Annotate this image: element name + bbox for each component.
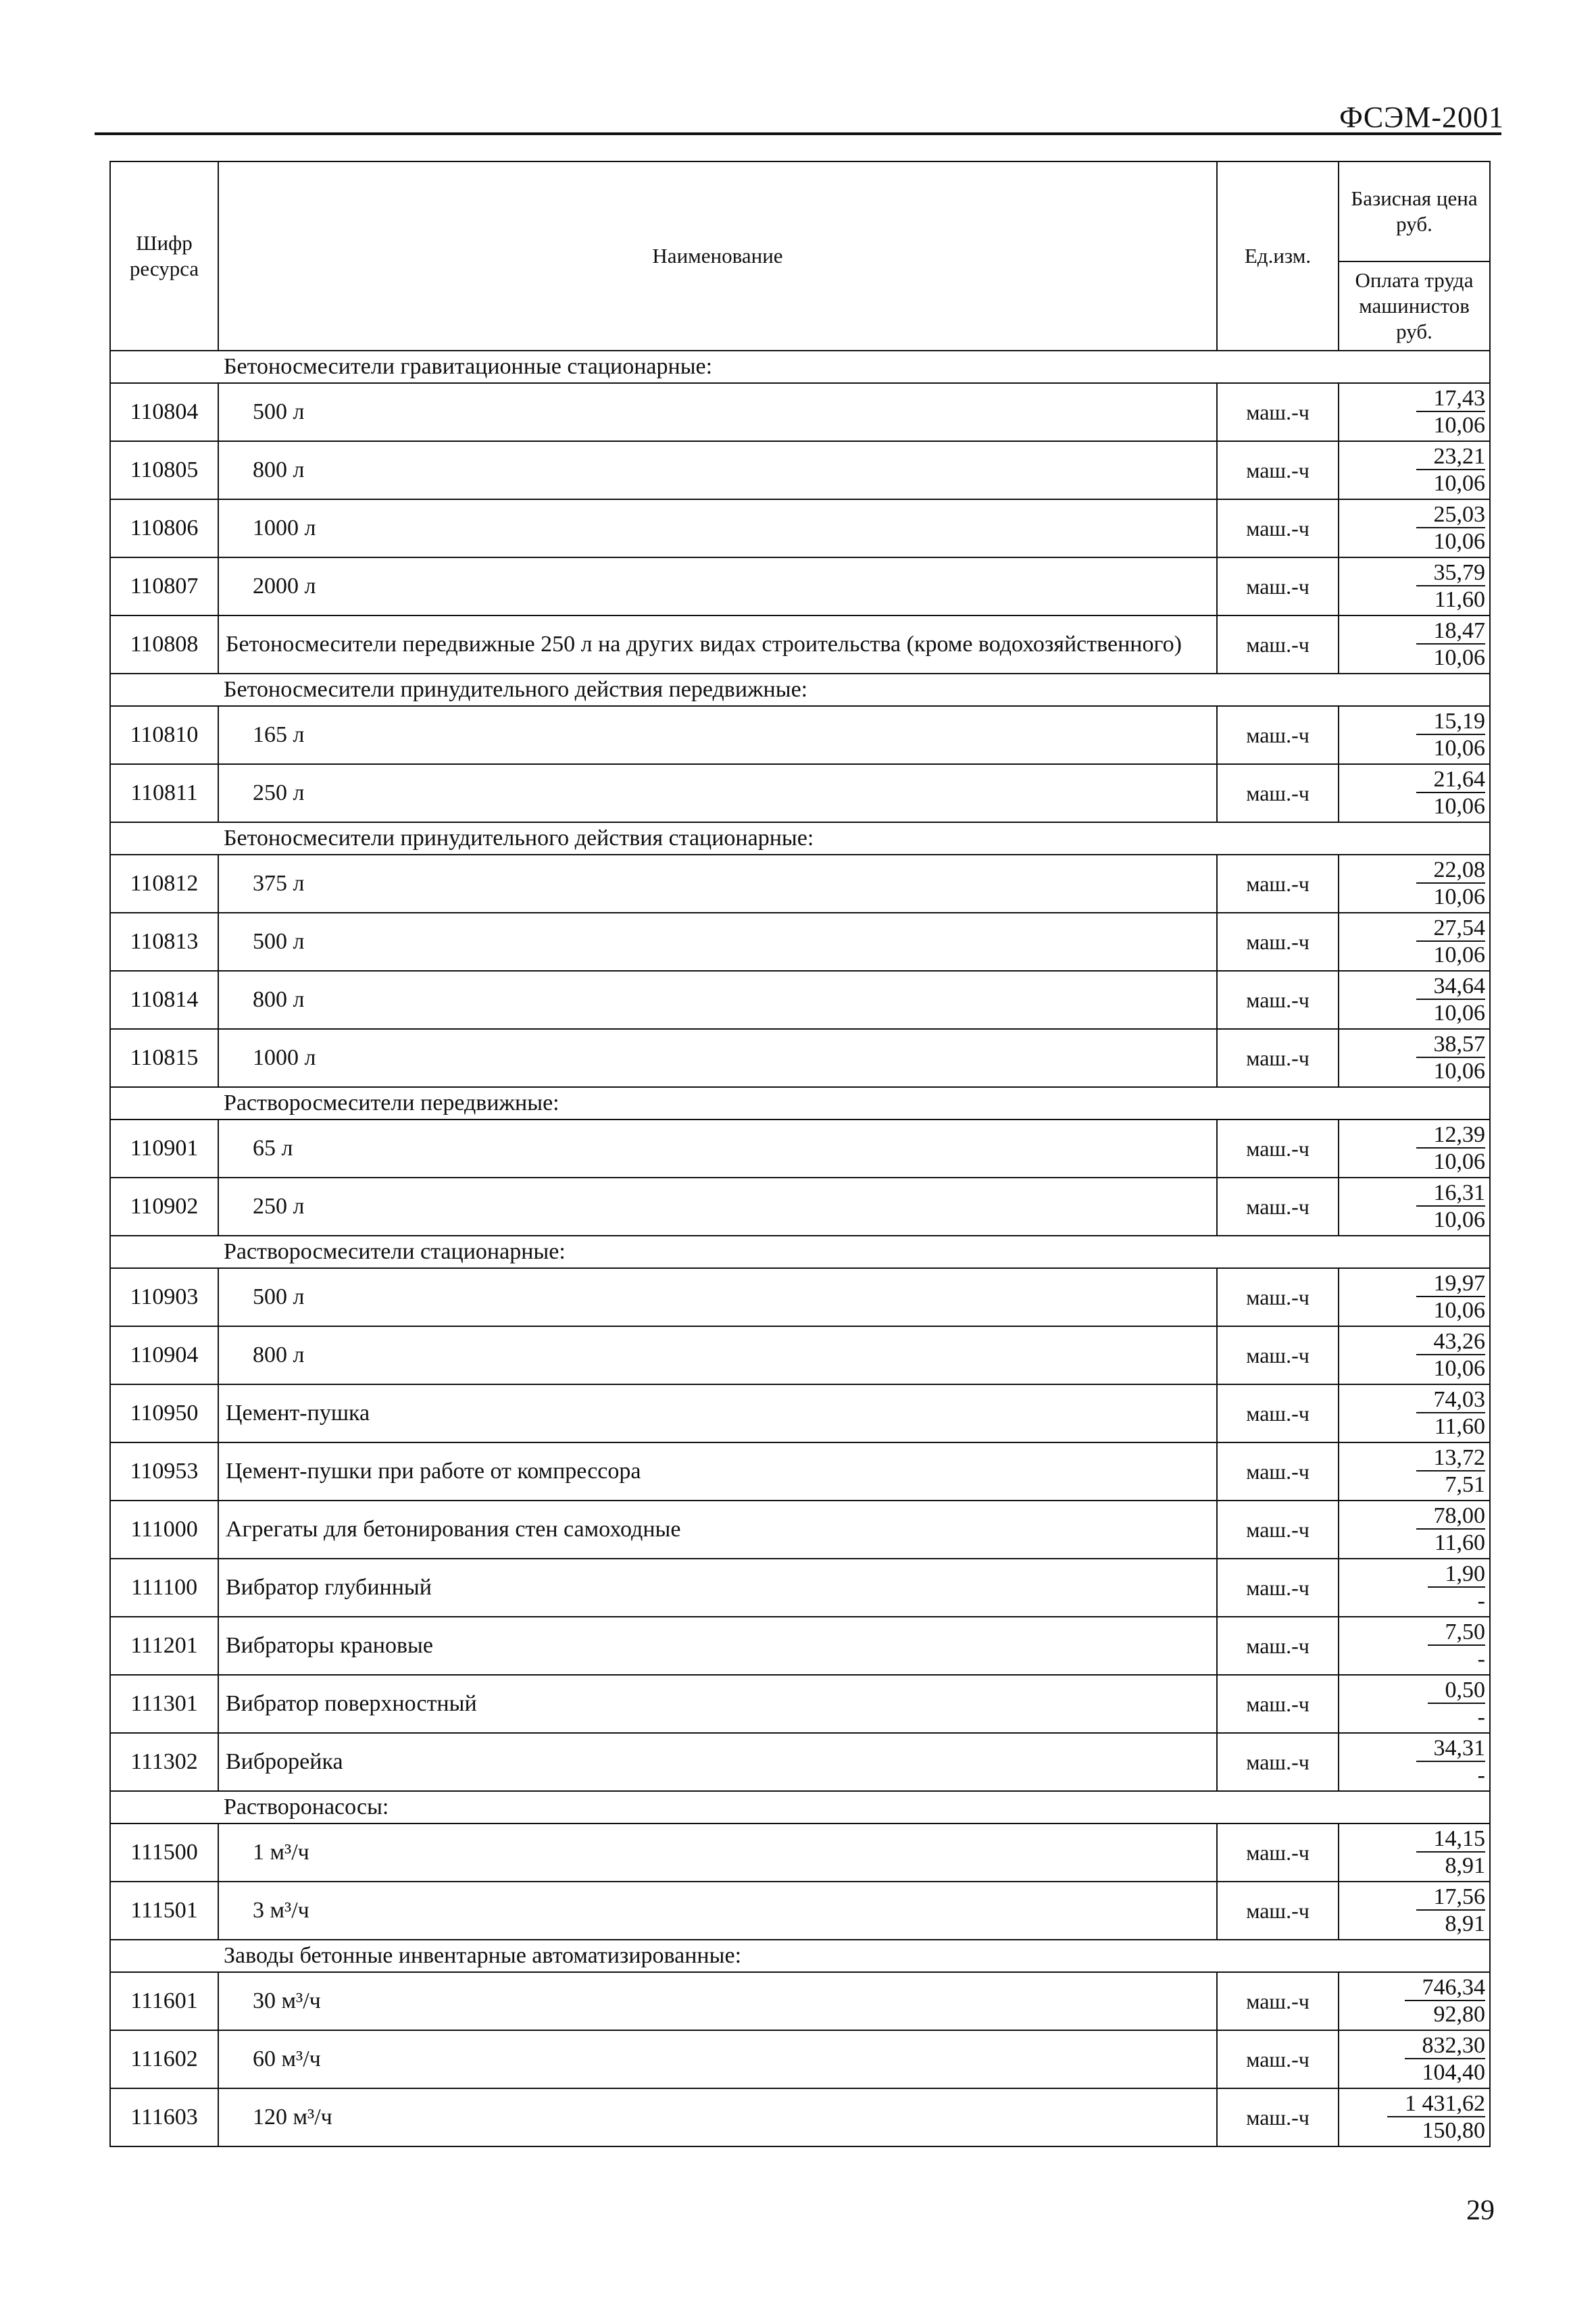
base-price-wrap [1339, 1503, 1485, 1530]
base-price: 1 431,62 [1387, 2091, 1485, 2117]
base-price-wrap [1339, 1031, 1485, 1058]
base-price: 23,21 [1416, 444, 1486, 470]
column-header-unit: Ед.изм. [1217, 161, 1339, 351]
price-cell [1339, 383, 1490, 441]
group-heading-row [110, 1791, 1490, 1823]
price-cell [1339, 1442, 1490, 1501]
resource-code: 111302 [110, 1733, 218, 1791]
resource-code: 111501 [110, 1882, 218, 1940]
base-price-wrap [1339, 857, 1485, 884]
resource-name: Цемент-пушки при работе от компрессора [218, 1442, 1217, 1501]
table-header [110, 161, 1490, 351]
resource-name: 120 м³/ч [218, 2088, 1217, 2146]
base-price-wrap [1339, 915, 1485, 942]
page-number: 29 [1466, 2195, 1495, 2226]
unit-of-measure: маш.-ч [1217, 971, 1339, 1029]
group-code-cell [110, 1087, 218, 1120]
table-row [110, 1501, 1490, 1559]
base-price-wrap [1339, 443, 1485, 470]
operator-labor-cost: - [1477, 1705, 1485, 1730]
document-code: ФСЭМ-2001 [1339, 101, 1504, 134]
operator-labor-cost: - [1477, 1646, 1485, 1671]
resource-code: 110903 [110, 1268, 218, 1326]
base-price: 832,30 [1405, 2033, 1486, 2059]
operator-labor-cost: 10,06 [1433, 884, 1485, 909]
operator-labor-cost: 10,06 [1433, 413, 1485, 438]
unit-of-measure: маш.-ч [1217, 1029, 1339, 1087]
operator-labor-cost: - [1477, 1588, 1485, 1613]
base-price: 17,43 [1416, 386, 1486, 412]
group-heading-row [110, 674, 1490, 706]
unit-of-measure: маш.-ч [1217, 383, 1339, 441]
base-price: 25,03 [1416, 502, 1486, 528]
group-heading-row [110, 822, 1490, 855]
resource-name: 800 л [218, 441, 1217, 499]
unit-of-measure: маш.-ч [1217, 1178, 1339, 1236]
resource-name: Виброрейка [218, 1733, 1217, 1791]
operator-labor-cost: 10,06 [1433, 1356, 1485, 1381]
base-price: 74,03 [1416, 1387, 1486, 1413]
table-row [110, 1178, 1490, 1236]
resource-name: Вибратор поверхностный [218, 1675, 1217, 1733]
table-row [110, 855, 1490, 913]
group-code-cell [110, 1791, 218, 1823]
base-price-wrap [1339, 973, 1485, 1000]
resource-code: 110815 [110, 1029, 218, 1087]
operator-labor-cost: 10,06 [1433, 1298, 1485, 1323]
unit-of-measure: маш.-ч [1217, 2088, 1339, 2146]
base-price-wrap [1339, 708, 1485, 735]
price-cell [1339, 1675, 1490, 1733]
unit-of-measure: маш.-ч [1217, 2030, 1339, 2088]
resource-code: 110806 [110, 499, 218, 557]
price-cell [1339, 2030, 1490, 2088]
unit-of-measure: маш.-ч [1217, 1823, 1339, 1882]
resource-code: 110813 [110, 913, 218, 971]
operator-labor-cost: 10,06 [1433, 1001, 1485, 1026]
resource-name: 500 л [218, 383, 1217, 441]
unit-of-measure: маш.-ч [1217, 1559, 1339, 1617]
base-price: 21,64 [1416, 767, 1486, 793]
table-row [110, 1442, 1490, 1501]
unit-of-measure: маш.-ч [1217, 1442, 1339, 1501]
resource-name: 250 л [218, 764, 1217, 822]
price-cell [1339, 1559, 1490, 1617]
operator-labor-cost: 10,06 [1433, 471, 1485, 496]
table-row [110, 1326, 1490, 1384]
price-cell [1339, 1972, 1490, 2030]
base-price: 7,50 [1428, 1619, 1486, 1646]
resource-name: Цемент-пушка [218, 1384, 1217, 1442]
unit-of-measure: маш.-ч [1217, 1268, 1339, 1326]
table-body [110, 351, 1490, 2146]
resource-name: 2000 л [218, 557, 1217, 615]
price-cell [1339, 441, 1490, 499]
operator-labor-cost: 10,06 [1433, 1207, 1485, 1232]
operator-labor-cost: 11,60 [1434, 1414, 1485, 1439]
base-price: 34,31 [1416, 1736, 1486, 1762]
price-cell [1339, 1384, 1490, 1442]
resource-code: 110904 [110, 1326, 218, 1384]
group-heading-row [110, 1940, 1490, 1972]
operator-labor-cost: 10,06 [1433, 942, 1485, 967]
unit-of-measure: маш.-ч [1217, 1384, 1339, 1442]
unit-of-measure: маш.-ч [1217, 706, 1339, 764]
price-cell [1339, 913, 1490, 971]
resource-name: 1 м³/ч [218, 1823, 1217, 1882]
unit-of-measure: маш.-ч [1217, 557, 1339, 615]
base-price: 746,34 [1405, 1975, 1486, 2001]
group-code-cell [110, 1236, 218, 1268]
base-price-wrap [1339, 766, 1485, 793]
resource-name: 60 м³/ч [218, 2030, 1217, 2088]
unit-of-measure: маш.-ч [1217, 441, 1339, 499]
operator-labor-cost: 10,06 [1433, 1059, 1485, 1084]
resource-name: 165 л [218, 706, 1217, 764]
operator-labor-cost: 7,51 [1445, 1472, 1485, 1497]
resource-code: 111100 [110, 1559, 218, 1617]
resource-name: 30 м³/ч [218, 1972, 1217, 2030]
price-cell [1339, 1882, 1490, 1940]
operator-labor-cost: - [1477, 1763, 1485, 1788]
resource-code: 110807 [110, 557, 218, 615]
table-row [110, 706, 1490, 764]
operator-labor-cost: 10,06 [1433, 645, 1485, 670]
operator-labor-cost: 10,06 [1433, 1149, 1485, 1174]
resource-name: 1000 л [218, 1029, 1217, 1087]
resource-code: 110808 [110, 615, 218, 674]
group-heading: Растворосмесители стационарные: [218, 1236, 1490, 1268]
resource-code: 110810 [110, 706, 218, 764]
base-price: 14,15 [1416, 1826, 1486, 1853]
resource-code: 110812 [110, 855, 218, 913]
base-price-wrap [1339, 1974, 1485, 2001]
group-code-cell [110, 351, 218, 383]
group-heading-row [110, 351, 1490, 383]
base-price-wrap [1339, 1270, 1485, 1297]
group-heading: Растворосмесители передвижные: [218, 1087, 1490, 1120]
operator-labor-cost: 150,80 [1422, 2118, 1485, 2143]
operator-labor-cost: 10,06 [1433, 736, 1485, 761]
group-heading: Бетоносмесители принудительного действия передвижные: [218, 674, 1490, 706]
group-heading-row [110, 1087, 1490, 1120]
base-price: 78,00 [1416, 1503, 1486, 1530]
base-price: 34,64 [1416, 974, 1486, 1000]
resource-name: Вибратор глубинный [218, 1559, 1217, 1617]
column-header-code: Шифр ресурса [110, 161, 218, 351]
price-cell [1339, 1733, 1490, 1791]
base-price-wrap [1339, 1884, 1485, 1911]
price-cell [1339, 855, 1490, 913]
base-price-wrap [1339, 1619, 1485, 1646]
price-cell [1339, 1268, 1490, 1326]
column-header-base-price: Базисная цена руб. [1339, 161, 1490, 261]
base-price: 22,08 [1416, 857, 1486, 884]
resource-code: 111201 [110, 1617, 218, 1675]
resource-name: 800 л [218, 971, 1217, 1029]
table-row [110, 2030, 1490, 2088]
group-heading: Заводы бетонные инвентарные автоматизированные: [218, 1940, 1490, 1972]
column-header-labor-cost: Оплата труда машинистов руб. [1339, 261, 1490, 351]
base-price-wrap [1339, 501, 1485, 528]
unit-of-measure: маш.-ч [1217, 855, 1339, 913]
table-row [110, 1559, 1490, 1617]
column-header-name: Наименование [218, 161, 1217, 351]
table-row [110, 1733, 1490, 1791]
base-price-wrap [1339, 385, 1485, 412]
operator-labor-cost: 8,91 [1445, 1911, 1485, 1936]
unit-of-measure: маш.-ч [1217, 1120, 1339, 1178]
resource-name: 375 л [218, 855, 1217, 913]
resource-name: Вибраторы крановые [218, 1617, 1217, 1675]
base-price: 27,54 [1416, 915, 1486, 942]
table-row [110, 499, 1490, 557]
base-price: 18,47 [1416, 618, 1486, 645]
table-row [110, 1268, 1490, 1326]
base-price-wrap [1339, 2032, 1485, 2059]
unit-of-measure: маш.-ч [1217, 1617, 1339, 1675]
operator-labor-cost: 10,06 [1433, 529, 1485, 554]
base-price-wrap [1339, 1386, 1485, 1413]
unit-of-measure: маш.-ч [1217, 764, 1339, 822]
base-price: 17,56 [1416, 1884, 1486, 1911]
operator-labor-cost: 8,91 [1445, 1853, 1485, 1878]
price-cell [1339, 971, 1490, 1029]
base-price: 12,39 [1416, 1122, 1486, 1149]
group-heading-row [110, 1236, 1490, 1268]
price-cell [1339, 1823, 1490, 1882]
base-price-wrap [1339, 1735, 1485, 1762]
price-cell [1339, 615, 1490, 674]
group-heading: Растворонасосы: [218, 1791, 1490, 1823]
resource-name: 3 м³/ч [218, 1882, 1217, 1940]
resource-code: 110805 [110, 441, 218, 499]
base-price-wrap [1339, 1328, 1485, 1355]
resource-name: 500 л [218, 913, 1217, 971]
unit-of-measure: маш.-ч [1217, 1501, 1339, 1559]
price-cell [1339, 1617, 1490, 1675]
price-cell [1339, 1501, 1490, 1559]
price-cell [1339, 1120, 1490, 1178]
price-cell [1339, 499, 1490, 557]
resource-code: 111000 [110, 1501, 218, 1559]
resource-code: 110901 [110, 1120, 218, 1178]
base-price: 1,90 [1428, 1561, 1486, 1588]
resource-code: 110953 [110, 1442, 218, 1501]
base-price: 16,31 [1416, 1180, 1486, 1207]
resource-code: 110814 [110, 971, 218, 1029]
resource-name: 250 л [218, 1178, 1217, 1236]
resource-name: Бетоносмесители передвижные 250 л на других видах строительства (кроме водохозяйственного) [218, 615, 1217, 674]
resource-code: 110950 [110, 1384, 218, 1442]
price-cell [1339, 1326, 1490, 1384]
resource-code: 110811 [110, 764, 218, 822]
table-row [110, 764, 1490, 822]
group-code-cell [110, 674, 218, 706]
base-price-wrap [1339, 1677, 1485, 1704]
base-price-wrap [1339, 1561, 1485, 1588]
operator-labor-cost: 11,60 [1434, 1530, 1485, 1555]
base-price-wrap [1339, 1180, 1485, 1207]
resource-code: 111500 [110, 1823, 218, 1882]
group-heading: Бетоносмесители гравитационные стационарные: [218, 351, 1490, 383]
base-price: 0,50 [1428, 1678, 1486, 1704]
table-row [110, 615, 1490, 674]
resource-name: 1000 л [218, 499, 1217, 557]
operator-labor-cost: 10,06 [1433, 794, 1485, 819]
group-heading: Бетоносмесители принудительного действия стационарные: [218, 822, 1490, 855]
price-cell [1339, 764, 1490, 822]
base-price: 13,72 [1416, 1445, 1486, 1472]
table-row [110, 1120, 1490, 1178]
resource-code: 111601 [110, 1972, 218, 2030]
resource-name: 65 л [218, 1120, 1217, 1178]
price-cell [1339, 557, 1490, 615]
price-cell [1339, 2088, 1490, 2146]
resource-name: 800 л [218, 1326, 1217, 1384]
operator-labor-cost: 104,40 [1422, 2060, 1485, 2085]
resource-code: 111602 [110, 2030, 218, 2088]
base-price-wrap [1339, 1444, 1485, 1472]
table-row [110, 1617, 1490, 1675]
base-price-wrap [1339, 2090, 1485, 2117]
resource-code: 110804 [110, 383, 218, 441]
base-price-wrap [1339, 1122, 1485, 1149]
table-row [110, 2088, 1490, 2146]
operator-labor-cost: 11,60 [1434, 587, 1485, 612]
table-row [110, 1823, 1490, 1882]
group-code-cell [110, 1940, 218, 1972]
table-row [110, 441, 1490, 499]
table-row [110, 913, 1490, 971]
base-price: 43,26 [1416, 1329, 1486, 1355]
resource-name: Агрегаты для бетонирования стен самоходные [218, 1501, 1217, 1559]
unit-of-measure: маш.-ч [1217, 913, 1339, 971]
unit-of-measure: маш.-ч [1217, 499, 1339, 557]
table-row [110, 1882, 1490, 1940]
base-price: 19,97 [1416, 1271, 1486, 1297]
unit-of-measure: маш.-ч [1217, 1326, 1339, 1384]
base-price: 35,79 [1416, 560, 1486, 586]
table-row [110, 383, 1490, 441]
resource-name: 500 л [218, 1268, 1217, 1326]
table-row [110, 557, 1490, 615]
unit-of-measure: маш.-ч [1217, 1972, 1339, 2030]
price-cell [1339, 1029, 1490, 1087]
unit-of-measure: маш.-ч [1217, 1882, 1339, 1940]
operator-labor-cost: 92,80 [1433, 2002, 1485, 2027]
base-price-wrap [1339, 618, 1485, 645]
unit-of-measure: маш.-ч [1217, 615, 1339, 674]
base-price: 15,19 [1416, 709, 1486, 735]
unit-of-measure: маш.-ч [1217, 1675, 1339, 1733]
unit-of-measure: маш.-ч [1217, 1733, 1339, 1791]
table-row [110, 1972, 1490, 2030]
machine-price-table [109, 161, 1491, 2147]
base-price-wrap [1339, 1826, 1485, 1853]
resource-code: 111603 [110, 2088, 218, 2146]
price-cell [1339, 706, 1490, 764]
base-price-wrap [1339, 559, 1485, 586]
table-row [110, 1029, 1490, 1087]
resource-code: 110902 [110, 1178, 218, 1236]
table-row [110, 971, 1490, 1029]
table-row [110, 1675, 1490, 1733]
base-price: 38,57 [1416, 1032, 1486, 1058]
table-row [110, 1384, 1490, 1442]
resource-code: 111301 [110, 1675, 218, 1733]
group-code-cell [110, 822, 218, 855]
header-rule [95, 132, 1501, 135]
price-cell [1339, 1178, 1490, 1236]
